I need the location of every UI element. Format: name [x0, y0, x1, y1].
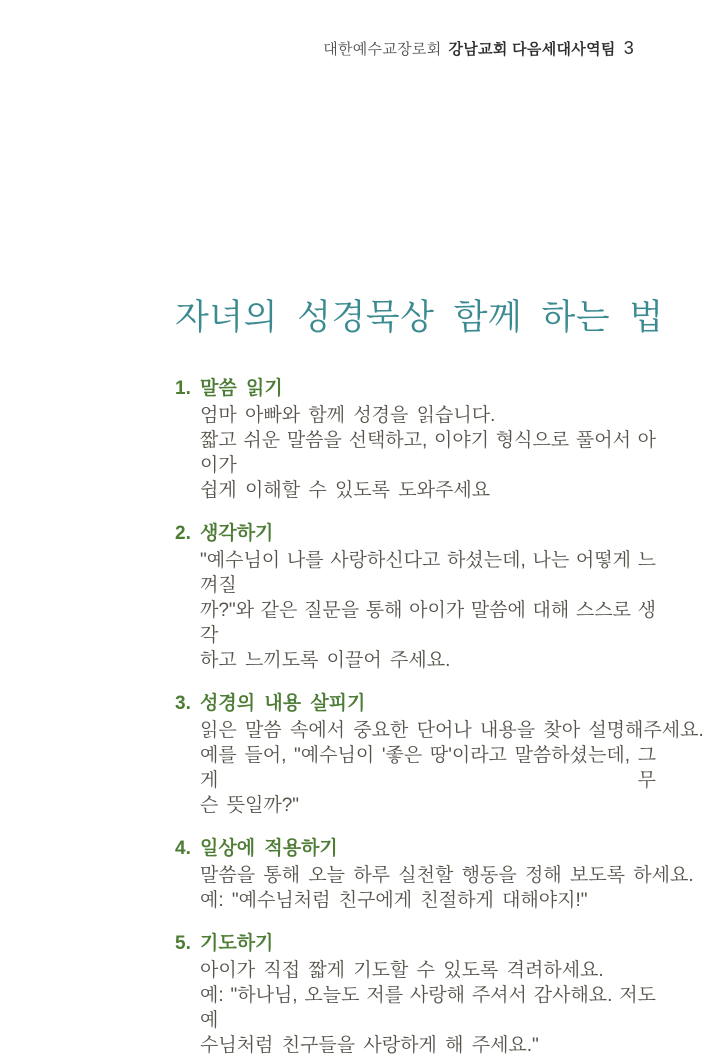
step-number: 1.: [175, 378, 191, 399]
page-header: [323, 38, 634, 60]
step-section: [175, 521, 656, 673]
steps-list: [175, 376, 704, 1058]
body-line: 짧고 쉬운 말씀을 선택하고, 이야기 형식으로 풀어서 아이가: [200, 430, 656, 476]
step-title: 말씀 읽기: [200, 378, 283, 399]
body-line: 읽은 말씀 속에서 중요한 단어나 내용을 찾아 설명해주세요.: [200, 720, 704, 741]
body-line: 아이가 직접 짧게 기도할 수 있도록 격려하세요.: [200, 960, 604, 981]
body-line: 예를 들어, "예수님이 '좋은 땅'이라고 말씀하셨는데, 그게 무: [200, 745, 656, 791]
step-body: [200, 863, 694, 913]
step-title: 기도하기: [200, 933, 274, 954]
page-content: [175, 296, 704, 1058]
step-body: [200, 718, 704, 818]
step-heading: [175, 836, 656, 861]
step-heading: [175, 931, 656, 956]
body-line: 예: "예수님처럼 친구에게 친절하게 대해야지!": [200, 890, 588, 911]
step-section: [175, 691, 704, 818]
step-body: [200, 548, 656, 673]
step-heading: [175, 521, 656, 546]
step-title: 생각하기: [200, 523, 274, 544]
body-line: "예수님이 나를 사랑하신다고 하셨는데, 나는 어떻게 느껴질: [200, 550, 656, 596]
body-line: 쉽게 이해할 수 있도록 도와주세요: [200, 480, 491, 501]
step-section: [175, 376, 656, 503]
page-number: 3: [623, 38, 634, 58]
body-line: 말씀을 통해 오늘 하루 실천할 행동을 정해 보도록 하세요.: [200, 865, 694, 886]
body-line: 엄마 아빠와 함께 성경을 읽습니다.: [200, 405, 496, 426]
header-org-name: 대한예수교장로회: [323, 41, 442, 58]
body-line: 하고 느끼도록 이끌어 주세요.: [200, 650, 451, 671]
step-heading: [175, 376, 656, 401]
page-title: 자녀의 성경묵상 함께 하는 법: [175, 298, 664, 337]
step-body: [200, 403, 656, 503]
step-number: 4.: [175, 838, 191, 859]
step-body: [200, 958, 656, 1058]
step-number: 3.: [175, 693, 191, 714]
step-number: 5.: [175, 933, 191, 954]
step-section: [175, 931, 656, 1058]
step-section: [175, 836, 694, 913]
body-line: 수님처럼 친구들을 사랑하게 해 주세요.": [200, 1035, 539, 1056]
step-number: 2.: [175, 523, 191, 544]
body-line: 예: "하나님, 오늘도 저를 사랑해 주셔서 감사해요. 저도 예: [200, 985, 656, 1031]
step-title: 일상에 적용하기: [200, 838, 338, 859]
step-heading: [175, 691, 656, 716]
header-team-name: 강남교회 다음세대사역팀: [448, 41, 616, 58]
body-line: 까?"와 같은 질문을 통해 아이가 말씀에 대해 스스로 생각: [200, 600, 656, 646]
step-title: 성경의 내용 살피기: [200, 693, 366, 714]
body-line: 슨 뜻일까?": [200, 795, 300, 816]
